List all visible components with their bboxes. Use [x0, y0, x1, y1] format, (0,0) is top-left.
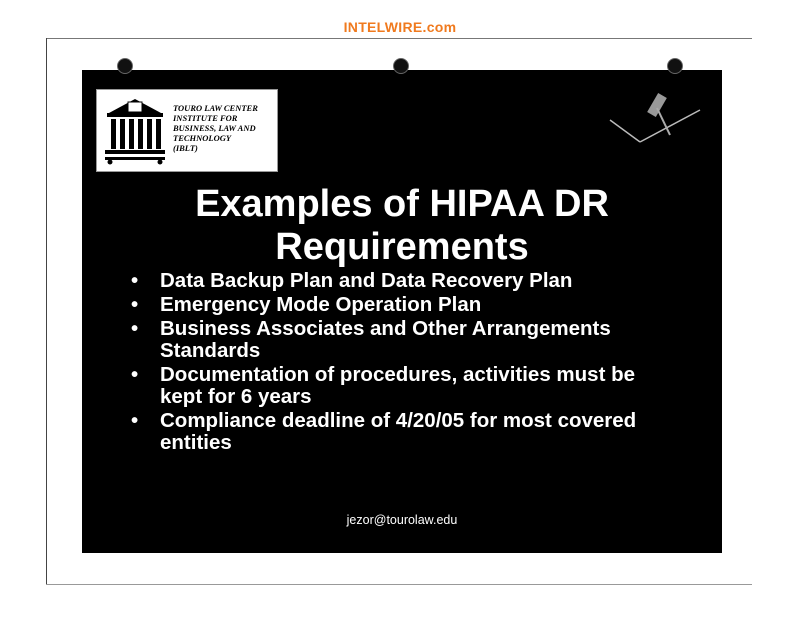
- list-item: [131, 318, 691, 362]
- gavel-art-icon: [600, 80, 710, 150]
- bullet-icon: •: [131, 317, 139, 340]
- list-item-text: Business Associates and Other Arrangements: [160, 317, 611, 340]
- page-border-left: [46, 38, 47, 585]
- list-item: [131, 294, 691, 316]
- binder-hole-center: [393, 58, 409, 74]
- list-item-text: Documentation of procedures, activities must be: [160, 363, 636, 386]
- bullet-icon: •: [131, 293, 139, 316]
- list-item: [131, 410, 691, 454]
- list-item-text: Data Backup Plan and Data Recovery Plan: [160, 269, 573, 292]
- logo-text: [173, 103, 273, 153]
- list-item: [131, 270, 691, 292]
- list-item-text-continued: entities: [160, 431, 232, 454]
- list-item: [131, 364, 691, 408]
- logo-line: TOURO LAW CENTER: [173, 103, 258, 113]
- page-border-bottom: [46, 584, 752, 585]
- list-item-text-continued: Standards: [160, 339, 261, 362]
- title-line-2: Requirements: [275, 226, 529, 268]
- footer-email: jezor@tourolaw.edu: [346, 513, 458, 527]
- page-border-top: [46, 38, 752, 39]
- logo-line: (IBLT): [173, 143, 198, 153]
- touro-logo: [96, 89, 278, 172]
- logo-line: INSTITUTE FOR: [173, 113, 238, 123]
- logo-line: BUSINESS, LAW AND: [173, 123, 256, 133]
- list-item-text: Emergency Mode Operation Plan: [160, 293, 482, 316]
- bullet-icon: •: [131, 363, 139, 386]
- binder-hole-right: [667, 58, 683, 74]
- logo-line: TECHNOLOGY: [173, 133, 232, 143]
- courthouse-icon: [101, 95, 169, 167]
- intelwire-watermark: INTELWIRE.com: [343, 19, 457, 35]
- bullet-icon: •: [131, 269, 139, 292]
- bullet-icon: •: [131, 409, 139, 432]
- requirements-list: [131, 270, 691, 456]
- list-item-text-continued: kept for 6 years: [160, 385, 312, 408]
- list-item-text: Compliance deadline of 4/20/05 for most covered: [160, 409, 637, 432]
- slide-title: [82, 183, 722, 269]
- binder-hole-left: [117, 58, 133, 74]
- title-line-1: Examples of HIPAA DR: [195, 183, 609, 225]
